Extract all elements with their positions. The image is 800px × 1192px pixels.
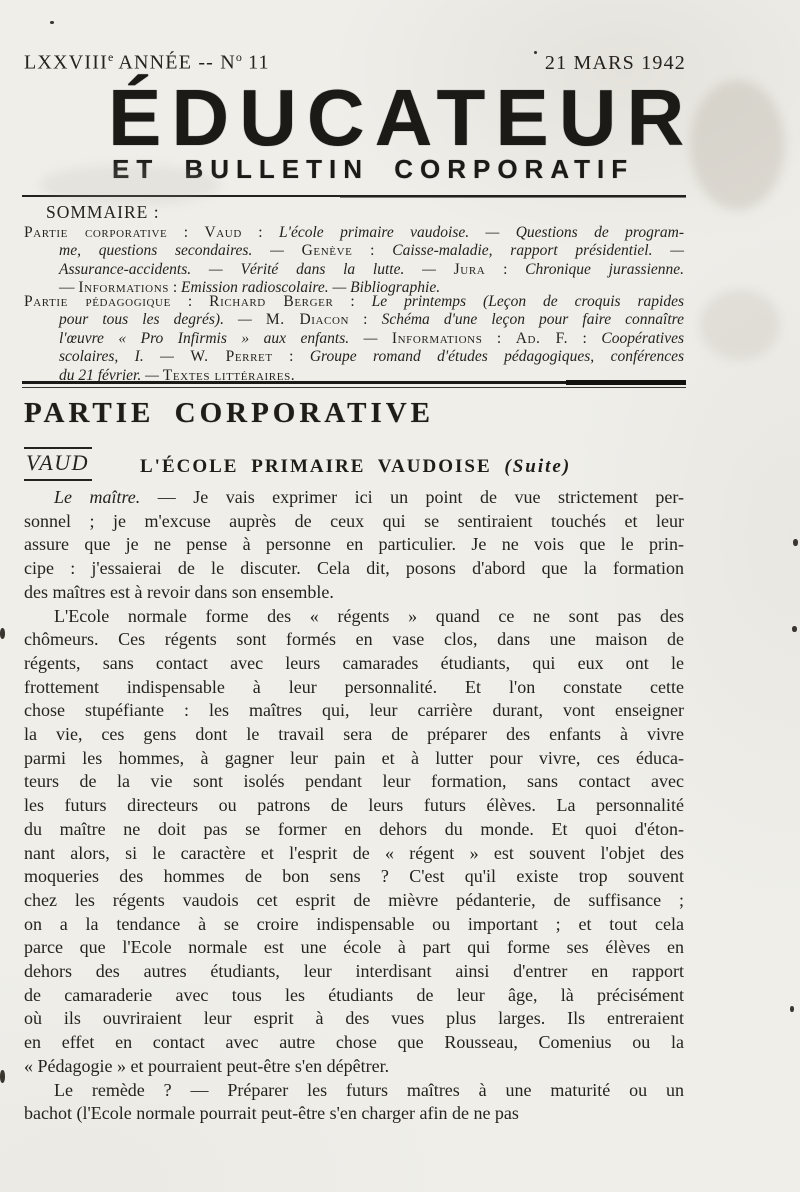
text-segment: o bbox=[235, 50, 242, 64]
text-segment: : bbox=[272, 348, 310, 366]
text-line: moqueries des hommes de bon sens ? C'est qu'il existe trop souvent bbox=[24, 866, 684, 887]
text-segment: e bbox=[107, 50, 114, 64]
text-segment: : bbox=[482, 329, 516, 347]
text-segment: : bbox=[568, 329, 602, 347]
text-segment: scolaires, I. — bbox=[59, 348, 191, 366]
text-segment: L'école primaire vaudoise. — Questions de program- bbox=[279, 224, 684, 241]
text-segment: 11 bbox=[241, 51, 270, 74]
text-line bbox=[24, 224, 684, 242]
issue-header-row bbox=[24, 50, 686, 75]
text-line: « Pédagogie » et pourraient peut-être s'en dépêtrer. bbox=[24, 1055, 390, 1076]
section-title: PARTIE CORPORATIVE bbox=[24, 397, 435, 429]
text-line: parce que l'Ecole normale est une école à part qui forme ses élèves en bbox=[24, 937, 684, 958]
article-headline bbox=[140, 456, 571, 478]
text-segment: : bbox=[349, 311, 382, 329]
text-segment: : bbox=[485, 260, 526, 278]
sommaire-corporative-block bbox=[24, 224, 684, 298]
text-line: frottement indispensable à leur personnalité. Et l'on constate cette bbox=[24, 676, 684, 697]
text-segment: du 21 février. — bbox=[59, 366, 163, 384]
text-segment: . bbox=[290, 366, 295, 384]
text-line bbox=[24, 293, 684, 311]
bleed-through-smudge bbox=[690, 80, 785, 210]
text-segment: Assurance-accidents. — Vérité dans la lutte. — bbox=[59, 260, 454, 278]
text-segment: Jura bbox=[453, 260, 486, 278]
article-body bbox=[24, 486, 684, 1126]
scan-speck bbox=[50, 21, 54, 24]
text-segment: : bbox=[352, 242, 393, 260]
text-line: en effet en contact avec autre chose que Rousseau, Comenius ou la bbox=[24, 1032, 684, 1053]
text-segment: (Suite) bbox=[504, 456, 572, 477]
text-segment: me, questions secondaires. — bbox=[59, 242, 302, 260]
text-line: dehors des autres étudiants, leur interdisant ainsi d'entrer en rapport bbox=[24, 961, 684, 982]
text-segment: Vaud bbox=[204, 224, 242, 241]
text-segment: ANNÉE -- N bbox=[113, 51, 236, 74]
text-line: chômeurs. Ces régents sont formés en vase clos, dans une maison de bbox=[24, 629, 684, 650]
text-segment: Schéma d'une leçon pour faire connaître bbox=[381, 311, 685, 329]
text-line: assure que je ne pense à personne en particulier. Je ne vois que le prin- bbox=[24, 534, 684, 555]
text-line: on a la tendance à se croire indispensable ou important ; et tout cela bbox=[24, 913, 684, 934]
text-line: sonnel ; je m'excuse auprès de ceux qui se sentiraient touchés et leur bbox=[24, 510, 684, 531]
text-line: nant alors, si le caractère et l'esprit de « régent » est souvent l'objet des bbox=[24, 842, 684, 863]
text-segment: Emission radioscolaire. — Bibliographie. bbox=[181, 279, 441, 297]
text-line: cipe : j'essaierai de le discuter. Cela dit, posons d'abord que la formation bbox=[24, 558, 684, 579]
text-segment: Richard Berger bbox=[209, 293, 334, 310]
text-segment bbox=[492, 456, 505, 477]
paragraph bbox=[24, 1079, 684, 1126]
text-segment: — bbox=[59, 279, 79, 297]
journal-title: ÉDUCATEUR bbox=[108, 73, 695, 162]
text-segment: W. Perret bbox=[190, 348, 273, 366]
text-line: teurs de la vie sont isolés pendant leur formation, sans contact avec bbox=[24, 771, 684, 792]
text-segment: Genève bbox=[301, 242, 353, 260]
text-line bbox=[24, 261, 684, 279]
text-line: parmi les hommes, à gagner leur pain et à lutter pour vivre, ces éduca- bbox=[24, 747, 684, 768]
region-label-vaud: VAUD bbox=[24, 447, 92, 481]
text-segment: Textes littéraires bbox=[162, 366, 291, 384]
text-segment: : bbox=[241, 224, 280, 241]
text-line: les futurs directeurs ou patrons de leurs futurs élèves. La personnalité bbox=[24, 795, 684, 816]
text-segment: LXXVIII bbox=[24, 51, 108, 74]
text-line: régents, sans contact avec leurs camarades étudiants, qui eux ont le bbox=[24, 652, 684, 673]
paragraph bbox=[24, 605, 684, 1079]
text-segment: — Je vais exprimer ici un point de vue strictement per- bbox=[140, 487, 685, 507]
text-line bbox=[24, 486, 684, 510]
masthead-divider-rule-shadow bbox=[340, 197, 686, 198]
double-rule-dark-segment bbox=[566, 380, 686, 385]
issue-date: 21 MARS 1942 bbox=[544, 51, 686, 74]
bleed-through-smudge bbox=[700, 290, 780, 360]
text-line: Le remède ? — Préparer les futurs maîtres à une maturité ou un bbox=[54, 1079, 684, 1100]
text-line bbox=[24, 348, 684, 366]
text-segment: Groupe romand d'études pédagogiques, conférences bbox=[309, 348, 685, 366]
issue-number bbox=[24, 50, 270, 75]
text-line: où ils ouvriraient leur esprit à des vues plus larges. Ils entreraient bbox=[24, 1008, 684, 1029]
sommaire-heading: SOMMAIRE : bbox=[46, 202, 160, 222]
sommaire-bottom-double-rule bbox=[22, 381, 686, 388]
text-line bbox=[24, 311, 684, 329]
text-line: bachot (l'Ecole normale pourrait peut-être s'en charger afin de ne pas bbox=[24, 1103, 519, 1124]
text-line: de camaraderie avec tous les étudiants de leur âge, là précisément bbox=[24, 984, 684, 1005]
text-segment: Informations bbox=[78, 279, 169, 297]
scan-speck bbox=[792, 626, 797, 632]
text-segment: Informations bbox=[391, 329, 483, 347]
text-segment: L'ÉCOLE PRIMAIRE VAUDOISE bbox=[140, 456, 492, 477]
text-segment: : bbox=[167, 224, 205, 241]
text-segment: Partie pédagogique bbox=[24, 293, 171, 310]
sommaire-pedagogique-block bbox=[24, 293, 684, 385]
text-segment: Le maître. bbox=[54, 487, 141, 507]
text-line: la vie, ces gens dont le travail sera de préparer des enfants à vivre bbox=[24, 724, 684, 745]
text-segment: pour tous les degrés). — bbox=[59, 311, 266, 329]
text-line bbox=[24, 242, 684, 260]
text-segment: : bbox=[168, 279, 182, 297]
text-segment: Chronique jurassienne. bbox=[525, 260, 685, 278]
scan-speck bbox=[790, 1006, 794, 1012]
text-segment: : bbox=[333, 293, 372, 310]
scan-speck bbox=[793, 539, 798, 546]
text-line: du maître ne doit pas se former en dehors du monde. Et quoi d'éton- bbox=[24, 818, 684, 839]
text-line: L'Ecole normale forme des « régents » quand ce ne sont pas des bbox=[54, 605, 684, 626]
text-segment: Partie corporative bbox=[24, 224, 168, 241]
text-line: des maîtres est à revoir dans son ensemble. bbox=[24, 581, 334, 602]
text-segment: Ad. F. bbox=[515, 329, 569, 347]
text-segment: Caisse-maladie, rapport présidentiel. — bbox=[392, 242, 684, 260]
journal-subtitle: ET BULLETIN CORPORATIF bbox=[112, 154, 635, 184]
text-segment: M. Diacon bbox=[265, 311, 350, 329]
text-line: chose stupéfiante : les maîtres qui, leur carrière durant, vont enseigner bbox=[24, 700, 684, 721]
text-segment: Le printemps (Leçon de croquis rapides bbox=[371, 293, 684, 310]
text-line: chez les régents vaudois cet esprit de mièvre pédanterie, de suffisance ; bbox=[24, 889, 684, 910]
text-segment: : bbox=[170, 293, 210, 310]
text-line bbox=[24, 330, 684, 348]
text-segment: Coopératives bbox=[601, 329, 685, 347]
scan-speck bbox=[0, 628, 5, 639]
scan-speck bbox=[0, 1070, 5, 1083]
scan-speck bbox=[534, 51, 537, 54]
bleed-through-smudge bbox=[40, 165, 220, 205]
paragraph bbox=[24, 486, 684, 605]
text-segment: l'œuvre « Pro Infirmis » aux enfants. — bbox=[59, 329, 392, 347]
